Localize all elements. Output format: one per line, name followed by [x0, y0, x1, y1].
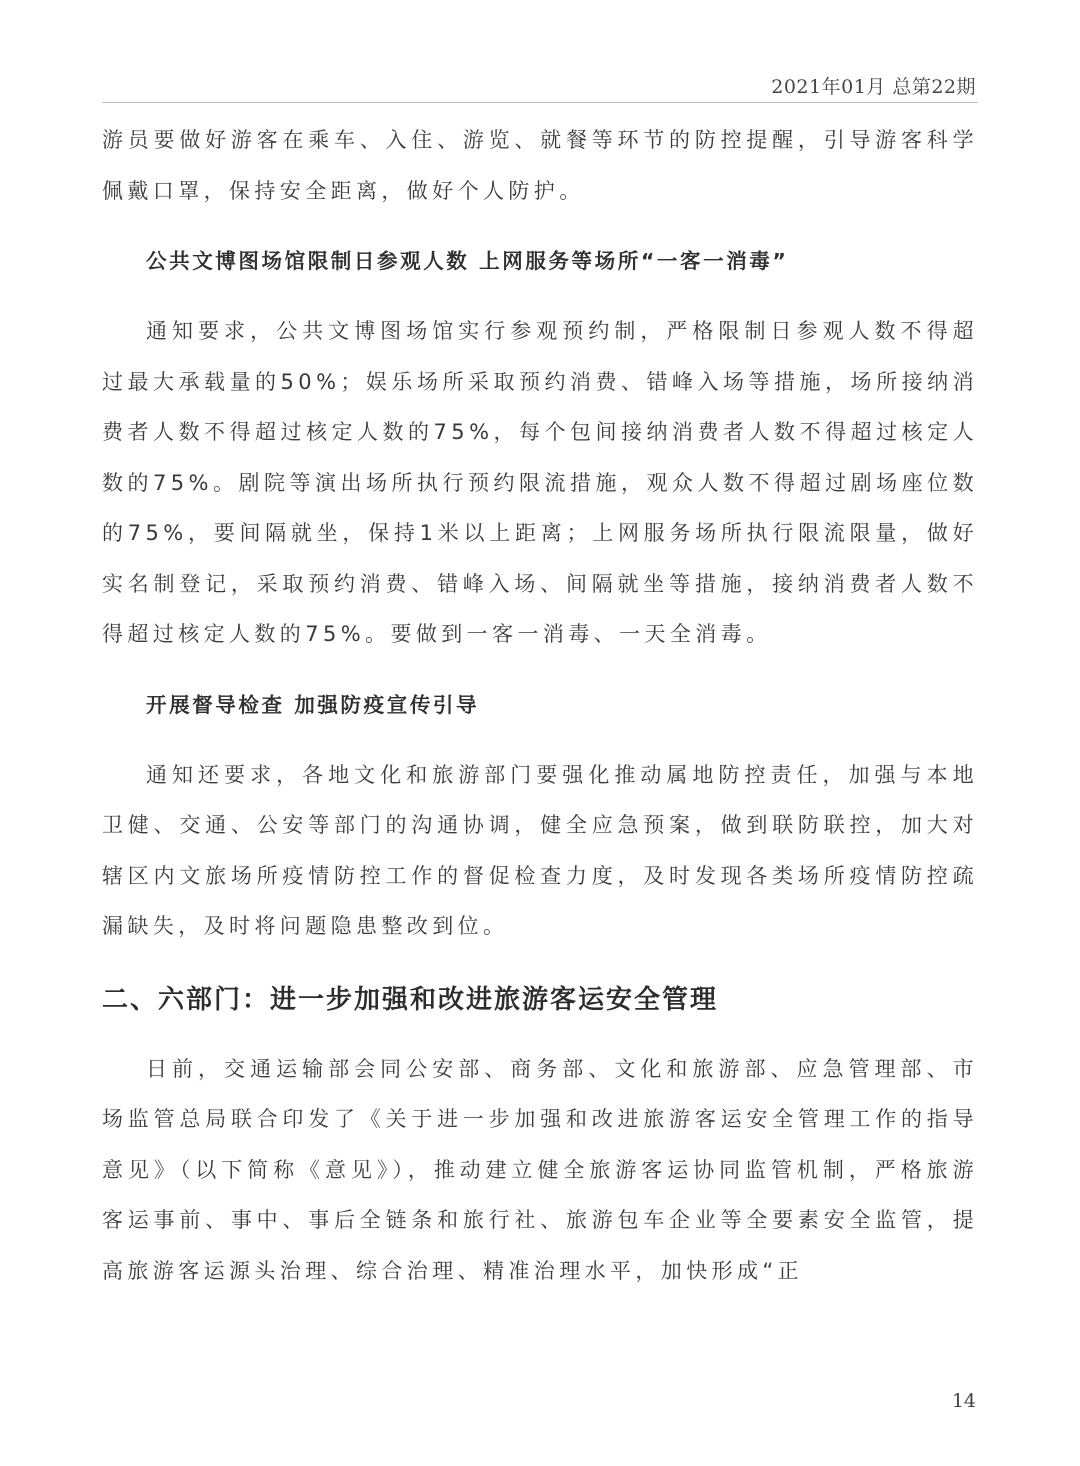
paragraph-opinions: 日前，交通运输部会同公安部、商务部、文化和旅游部、应急管理部、市场监管总局联合印发了《关于进一步加强和改进旅游客运安全管理工作的指导意见》（以下简称《意见》），推动建立健全旅游客运协同监管机制，严格旅游客运事前、事中、事后全链条和旅行社、旅游包车企业等全要素安全监管，提高旅游客运源头治理、综合治理、精准治理水平，加快形成“正	[102, 1056, 978, 1283]
paragraph-notice-requirements: 通知要求，公共文博图场馆实行参观预约制，严格限制日参观人数不得超过最大承载量的50%；娱乐场所采取预约消费、错峰入场等措施，场所接纳消费者人数不得超过核定人数的75%，每个包间接纳消费者人数不得超过核定人数的75%。剧院等演出场所执行预约限流措施，观众人数不得超过剧场座位数的75%，要间隔就坐，保持1米以上距离；上网服务场所执行限流限量，做好实名制登记，采取预约消费、错峰入场、间隔就坐等措施，接纳消费者人数不得超过核定人数的75%。要做到一客一消毒、一天全消毒。	[102, 319, 978, 646]
issue-line: 2021年01月 总第22期	[771, 76, 976, 98]
page-header	[102, 70, 978, 103]
paragraph-inspection: 通知还要求，各地文化和旅游部门要强化推动属地防控责任，加强与本地卫健、交通、公安等部门的沟通协调，健全应急预案，做到联防联控，加大对辖区内文旅场所疫情防控工作的督促检查力度，及时发现各类场所疫情防控疏漏缺失，及时将问题隐患整改到位。	[102, 762, 978, 938]
section-title-tourism-transport: 二、六部门：进一步加强和改进旅游客运安全管理	[102, 984, 719, 1015]
subheading-cultural-venues: 公共文博图场馆限制日参观人数 上网服务等场所“一客一消毒”	[146, 249, 789, 273]
article-body	[102, 115, 978, 1296]
subheading-inspection: 开展督导检查 加强防疫宣传引导	[146, 692, 480, 717]
paragraph-continuation: 游员要做好游客在乘车、入住、游览、就餐等环节的防控提醒，引导游客科学佩戴口罩，保持安全距离，做好个人防护。	[102, 128, 978, 203]
page-number: 14	[951, 1390, 976, 1412]
